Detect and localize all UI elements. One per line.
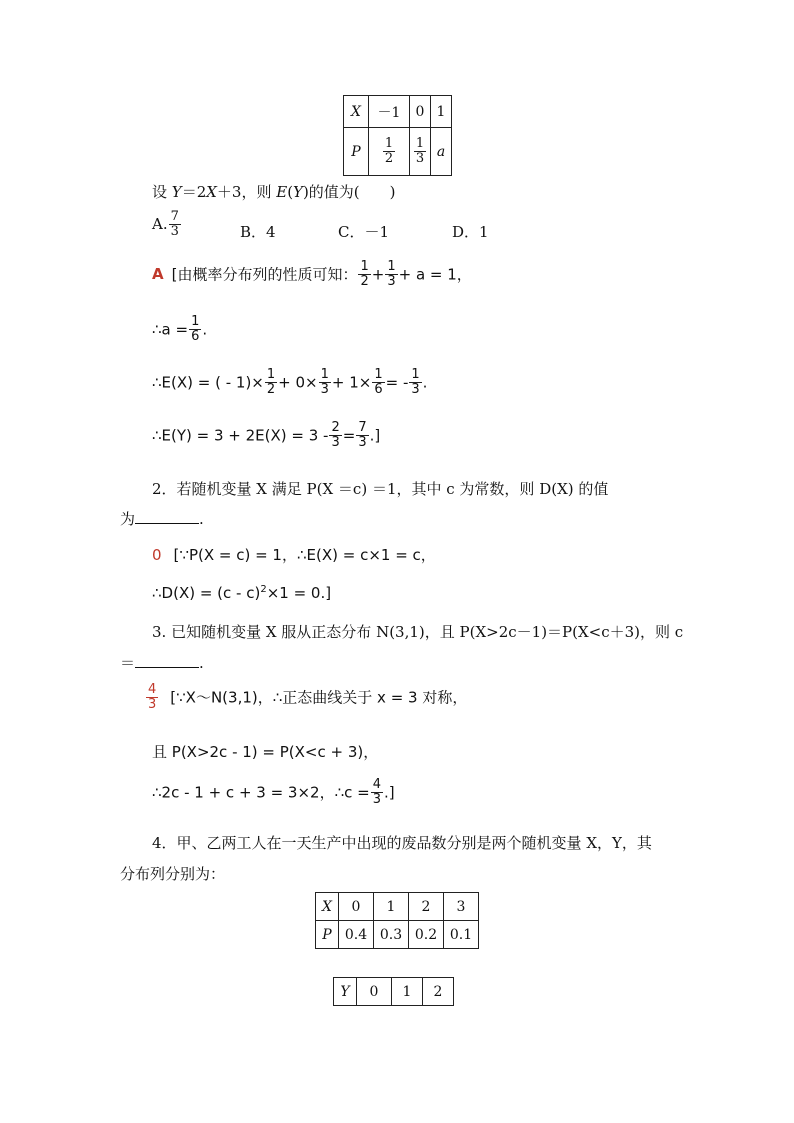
solution-1-line-4: ∴E(Y) = 3 + 2E(X) = 3 - $\frac{2}{3}$ = $\frac{7}{3}$ .] (152, 420, 381, 451)
table-cell: P (316, 921, 339, 949)
answer-label: A (152, 265, 164, 284)
table-cell: －1 (369, 96, 410, 128)
answer-label: $\frac{4}{3}$ (148, 682, 157, 713)
solution-3-line-3: ∴2c - 1 + c + 3 = 3×2，∴c = $\frac{4}{3}$ .] (152, 777, 395, 808)
option-d: D．1 (452, 223, 489, 241)
answer-label: 0 (152, 546, 162, 564)
table-cell: 3 (444, 893, 479, 921)
question-1-stem: 设 Y＝2X＋3，则 E(Y)的值为( ) (152, 183, 396, 201)
table-cell: 0 (410, 96, 431, 128)
table-cell: 1 (392, 978, 423, 1006)
table-cell: a (431, 128, 452, 176)
table-cell: 0.3 (374, 921, 409, 949)
answer-blank (135, 509, 199, 524)
question-4-line-2: 分布列分别为： (120, 865, 226, 883)
solution-1-line-2: ∴a = $\frac{1}{6}$ . (152, 314, 208, 345)
table-cell: $\frac{1}{2}$ (369, 128, 410, 176)
solution-1-line-3: ∴E(X) = ( - 1)× $\frac{1}{2}$ + 0× $\frac{1}{3}$ + 1× $\frac{1}{6}$ = - $\frac{1}{3}$ . (152, 367, 428, 398)
option-c: C．－1 (338, 223, 390, 241)
table-cell: P (344, 128, 369, 176)
table-cell: 0.4 (339, 921, 374, 949)
question-2-line-2: 为 . (120, 510, 204, 528)
question-3-line-1: 3. 已知随机变量 X 服从正态分布 N(3,1)，且 P(X>2c－1)＝P(X<c＋3)，则 c (152, 623, 684, 641)
table-cell: Y (334, 978, 357, 1006)
table-cell: X (316, 893, 339, 921)
table-cell: 2 (409, 893, 444, 921)
table-cell: $\frac{1}{3}$ (410, 128, 431, 176)
table-cell: 0.2 (409, 921, 444, 949)
table-cell: 2 (423, 978, 454, 1006)
solution-2-line-2: ∴D(X) = (c - c)$^2$×1 = 0.] (152, 584, 332, 602)
question-2-line-1: 2．若随机变量 X 满足 P(X ＝c) ＝1，其中 c 为常数，则 D(X) 的值 (152, 480, 609, 498)
solution-3-line-2: 且 P(X>2c - 1) = P(X<c + 3)， (152, 743, 379, 761)
distribution-table-x (343, 95, 452, 176)
distribution-table-x-worker (315, 892, 479, 949)
solution-3-line-1: $\frac{4}{3}$ [∵X～N(3,1)，∴正态曲线关于 x = 3 对称， (148, 682, 468, 713)
table-cell: 0.1 (444, 921, 479, 949)
solution-1-line-1: A [由概率分布列的性质可知： $\frac{1}{2}$ + $\frac{1}{3}$ + a = 1， (152, 259, 472, 290)
table-cell: 1 (431, 96, 452, 128)
table-cell: 0 (357, 978, 392, 1006)
answer-blank (135, 653, 199, 668)
table-cell: 0 (339, 893, 374, 921)
question-3-line-2: ＝ . (120, 654, 204, 672)
solution-2-line-1: 0 [∵P(X = c) = 1，∴E(X) = c×1 = c， (152, 546, 436, 564)
table-cell: X (344, 96, 369, 128)
distribution-table-y-worker (333, 977, 454, 1006)
question-4-line-1: 4．甲、乙两工人在一天生产中出现的废品数分别是两个随机变量 X，Y，其 (152, 834, 652, 852)
option-a: A. $\frac{7}{3}$ (152, 209, 179, 240)
option-b: B．4 (240, 223, 276, 241)
table-cell: 1 (374, 893, 409, 921)
